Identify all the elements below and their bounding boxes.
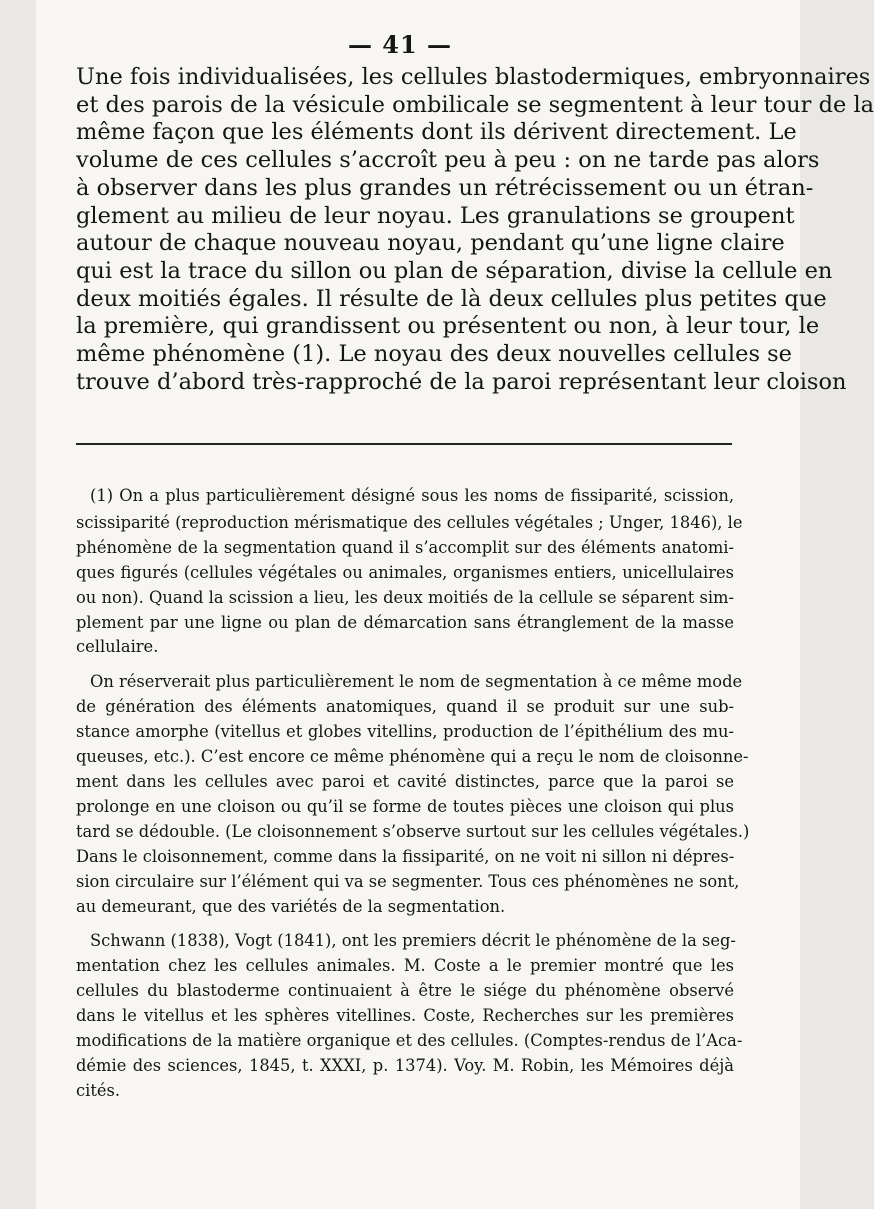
footnote-line: Schwann (1838), Vogt (1841), ont les premiers décrit le phénomène de la seg- [90, 931, 736, 951]
footnote-separator-rule [76, 443, 732, 445]
footnote-line: au demeurant, que des variétés de la segmentation. [76, 896, 506, 916]
footnote-1 [76, 484, 734, 509]
footnote-line: cités. [76, 1080, 121, 1100]
footnote-line: de génération des éléments anatomiques, quand il se produit sur une sub- [76, 697, 734, 717]
main-paragraph [76, 64, 874, 396]
footnote-line: cellules du blastoderme continuaient à être le siége du phénomène observé [76, 981, 734, 1001]
text-line: même façon que les éléments dont ils dérivent directement. Le [76, 119, 797, 146]
footnote-line: (1) On a plus particulièrement désigné sous les noms de fissiparité, scission, [90, 486, 734, 505]
footnote-line: tard se dédouble. (Le cloisonnement s’observe surtout sur les cellules végétales.) [76, 821, 750, 841]
footnote-line: scissiparité (reproduction mérismatique des cellules végétales ; Unger, 1846), le [76, 512, 743, 532]
footnotes [76, 484, 750, 1106]
text-line: Une fois individualisées, les cellules blastodermiques, embryonnaires [76, 64, 871, 90]
text-line: trouve d’abord très-rapproché de la paroi représentant leur cloison [76, 368, 847, 395]
text-line: qui est la trace du sillon ou plan de séparation, divise la cellule en [76, 257, 833, 284]
footnote-line: cellulaire. [76, 637, 159, 657]
text-line: autour de chaque nouveau noyau, pendant qu’une ligne claire [76, 230, 785, 257]
footnote-2 [76, 670, 750, 919]
footnote-line: démie des sciences, 1845, t. XXXI, p. 1374). Voy. M. Robin, les Mémoires déjà [76, 1055, 734, 1075]
footnote-line: sion circulaire sur l’élément qui va se segmenter. Tous ces phénomènes ne sont, [76, 871, 740, 891]
footnote-line: plement par une ligne ou plan de démarcation sans étranglement de la masse [76, 612, 734, 632]
footnote-line: modifications de la matière organique et des cellules. (Comptes-rendus de l’Aca- [76, 1031, 743, 1051]
text-line: deux moitiés égales. Il résulte de là deux cellules plus petites que [76, 285, 827, 312]
text-line: glement au milieu de leur noyau. Les granulations se groupent [76, 202, 795, 229]
footnote-line: phénomène de la segmentation quand il s’accomplit sur des éléments anatomi- [76, 537, 734, 557]
text-line: la première, qui grandissent ou présentent ou non, à leur tour, le [76, 313, 820, 340]
footnote-line: ques figurés (cellules végétales ou animales, organismes entiers, unicellulaires [76, 562, 734, 582]
text-line: volume de ces cellules s’accroît peu à peu : on ne tarde pas alors [76, 147, 820, 174]
footnote-line: Dans le cloisonnement, comme dans la fissiparité, on ne voit ni sillon ni dépres- [76, 846, 735, 866]
footnote-1-continued [76, 511, 743, 660]
footnote-line: mentation chez les cellules animales. M. Coste a le premier montré que les [76, 956, 734, 976]
footnote-line: ment dans les cellules avec paroi et cavité distinctes, parce que la paroi se [76, 771, 734, 791]
footnote-line: queuses, etc.). C’est encore ce même phénomène qui a reçu le nom de cloisonne- [76, 747, 749, 767]
text-line: même phénomène (1). Le noyau des deux nouvelles cellules se [76, 341, 793, 368]
footnote-line: prolonge en une cloison ou qu’il se forme de toutes pièces une cloison qui plus [76, 796, 734, 816]
text-line: à observer dans les plus grandes un rétrécissement ou un étran- [76, 174, 814, 201]
page-number: — 41 — [347, 30, 453, 59]
footnote-line: ou non). Quand la scission a lieu, les deux moitiés de la cellule se séparent sim- [76, 587, 734, 607]
footnote-line: stance amorphe (vitellus et globes vitellins, production de l’épithélium des mu- [76, 722, 734, 742]
footnote-line: On réserverait plus particulièrement le nom de segmentation à ce même mode [90, 672, 743, 692]
footnote-line: dans le vitellus et les sphères vitellines. Coste, Recherches sur les premières [76, 1006, 734, 1026]
text-line: et des parois de la vésicule ombilicale se segmentent à leur tour de la [76, 91, 874, 118]
footnote-3 [76, 929, 743, 1103]
